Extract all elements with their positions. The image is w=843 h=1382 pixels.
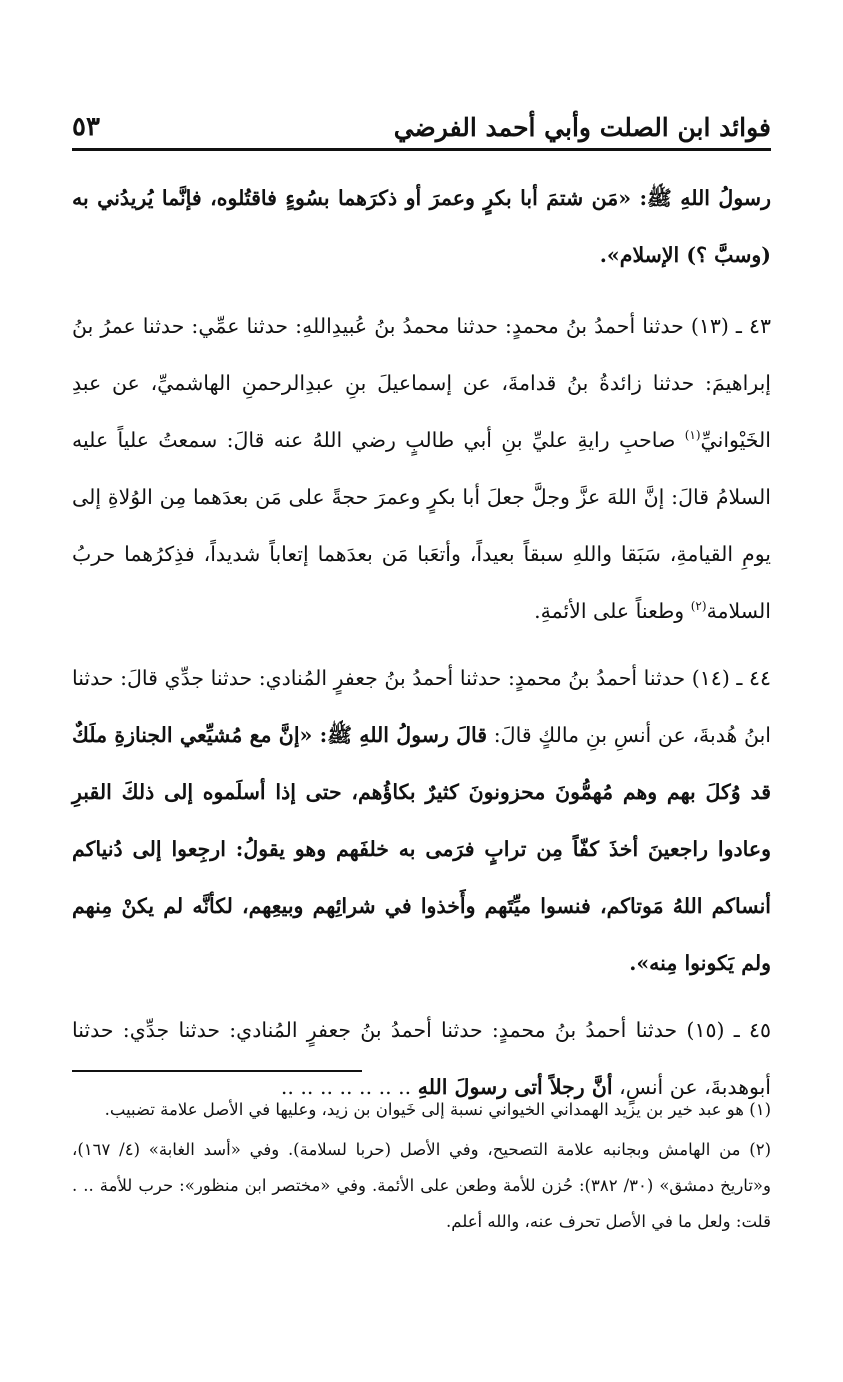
hadith-43 [72, 298, 771, 640]
footnote-1: (١) هو عبد خير بن يزيد الهمداني الخيواني نسبة إلى خَيوان بن زيد، وعليها في الأصل علامة تضبيب. [104, 1100, 771, 1119]
footnote-ref-1[interactable]: (١) [684, 428, 701, 443]
footnote-separator [72, 1070, 362, 1072]
running-header [72, 104, 771, 151]
main-text [72, 170, 771, 1126]
footnotes [72, 1092, 771, 1244]
hadith-44 [72, 650, 771, 992]
ellipsis-dots: .. .. .. .. .. .. .. [280, 1075, 418, 1099]
continued-hadith: رسولُ اللهِ ﷺ: «مَن شتمَ أبا بكرٍ وعمرَ أو ذكرَهما بسُوءٍ فاقتُلوه، فإنَّما يُريدُني به (وسبَّ ؟) الإسلام». [72, 186, 771, 267]
hadith-44-text: قالَ رسولُ اللهِ ﷺ: «إنَّ مع مُشيِّعي الجنازةِ ملَكٌ قد وُكلَ بهم وهم مُهمُّونَ محزونونَ كثيرٌ بكاؤُهم، حتى إذا أسلَموه إلى ذلكَ القبرِ وعادوا راجعينَ أخذَ كفّاً مِن ترابٍ فرَمى به خلفَهم وهو يقولُ: ارجِعوا إلى دُنياكم أنساكم اللهُ مَوتاكم، فنسوا ميِّتَهم وأَخذوا في شرائِهم وبيعِهم، لكأنَّه لم يكنْ مِنهم ولم يَكونوا مِنه». [72, 723, 771, 975]
running-title: فوائد ابن الصلت وأبي أحمد الفرضي [393, 113, 771, 142]
footnote-2: (٢) من الهامش وبجانبه علامة التصحيح، وفي الأصل (حربا لسلامة). وفي «أسد الغابة» (٤/ ١٦٧)، و«تاريخ دمشق» (٣٠/ ٣٨٢): حُزن للأمة وطعن على الأئمة. وفي «مختصر ابن منظور»: حرب للأمة .. . قلت: ولعل ما في الأصل تحرف عنه، والله أعلم. [72, 1140, 771, 1231]
footnote-ref-2[interactable]: (٢) [690, 599, 707, 614]
hadith-45-text: أنَّ رجلاً أتى رسولَ اللهِ [417, 1075, 613, 1099]
hadith-45-intro: ٤٥ ـ (١٥) حدثنا أحمدُ بنُ محمدٍ: حدثنا أحمدُ بنُ جعفرٍ المُنادي: حدثنا جدِّي: حدثنا أبوهدبةَ، عن أنسٍ، [72, 1018, 771, 1099]
hadith-44-intro: ٤٤ ـ (١٤) حدثنا أحمدُ بنُ محمدٍ: حدثنا أحمدُ بنُ جعفرٍ المُنادي: حدثنا جدِّي قالَ: حدثنا ابنُ هُدبةَ، عن أنسِ بنِ مالكٍ قالَ: [72, 666, 771, 747]
hadith-43-intro: ٤٣ ـ (١٣) حدثنا أحمدُ بنُ محمدٍ: حدثنا محمدُ بنُ عُبيدِاللهِ: حدثنا عمِّي: حدثنا عمرُ بنُ إبراهيمَ: حدثنا زائدةُ بنُ قدامةَ، عن إسماعيلَ بنِ عبدِالرحمنِ الهاشميِّ، عن عبدِ الخَيْوانيِّ [72, 314, 771, 452]
hadith-43-end: وطعناً على الأئمةِ. [534, 599, 691, 623]
hadith-43-text: صاحبِ رايةِ عليِّ بنِ أبي طالبٍ رضي اللهُ عنه قالَ: سمعتُ علياً عليه السلامُ قالَ: إنَّ اللهَ عزَّ وجلَّ جعلَ أبا بكرٍ وعمرَ حجةً على مَن بعدَهما مِن الوُلاةِ إلى يومِ القيامةِ، سَبَقا واللهِ سبقاً بعيداً، وأتعَبا مَن بعدَهما إتعاباً شديداً، فذِكرُهما حربُ السلامة [72, 428, 771, 623]
page-number: ٥٣ [72, 112, 100, 142]
